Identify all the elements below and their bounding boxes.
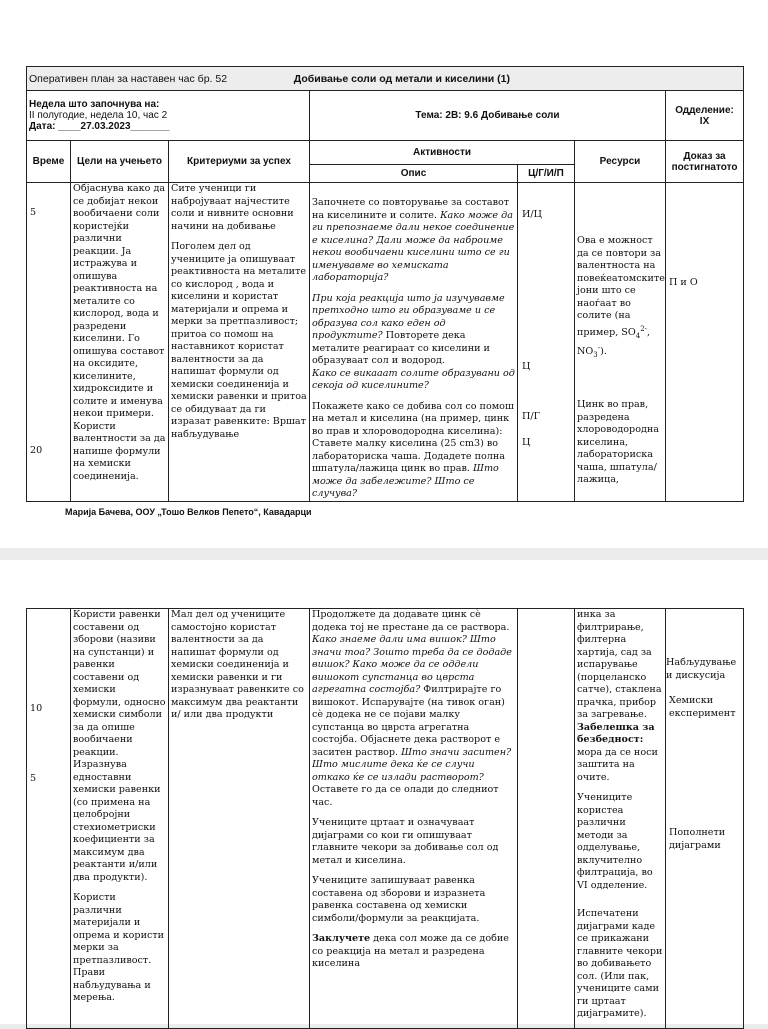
resources-note-close: ). (600, 346, 607, 358)
col-evidence-header: Доказ за постигнатото (666, 141, 744, 183)
d1-text-2: Филтрирајте го вишокот. Испарувајте (на тивок оган) сè додека не се појави малку супстанца во цврста агрегатна состојба. Објаснете дека растворот е заситен раствор. (312, 684, 505, 758)
criteria-cell (169, 183, 310, 502)
sulfate-subscript: 4 (635, 331, 641, 340)
col-time-header: Време (27, 141, 71, 183)
desc4-question: Што може да забележите? Што се случува? (312, 463, 499, 499)
criteria-cell-2: Мал дел од учениците самостојно користат валентности за да напишат формули од хемиски соединенија и хемиски равенки и ги изразнуваат равенките со максимум два реактанти и/ или два продукти (169, 609, 310, 1029)
d1-question-2: Што значи заситен? Што мислите дека ќе се случи откако ќе се излади растворот? (312, 746, 512, 783)
time-value-a: 5 (30, 207, 37, 218)
resources-cell (575, 183, 666, 502)
resources-2-paragraph-3: Испечатени дијаграми каде се прикажани главните чекори во добивањето сол. (Или пак, учениците сами ги цртаат дијаграмите). (577, 908, 663, 1019)
time-cell (27, 183, 71, 502)
date-label: Дата: (29, 121, 56, 132)
desc4-text: Покажете како се добива сол со помош на метал и киселина (на пример, цинк во прав и хлороводородна киселина): Ставете малку киселина (25 cm3) во лабораториска чаша. Додадете полна шпатула/лажица цинк во прав. (312, 400, 514, 474)
col-resources-header: Ресурси (575, 141, 666, 183)
conclude-label: Заклучете (312, 933, 371, 944)
description-cell-2 (310, 609, 518, 1029)
resources-2-paragraph-2: Учениците користеа различни методи за одделување, вклучително филтрација, во VI одделение. (577, 792, 653, 891)
desc2-question: При која реакција што ја изучувавме претходно што ги образуваме и се образува сол како еден од продуктите? (312, 292, 505, 341)
semester-week-text: II полугодие, недела 10, час 2 (29, 110, 168, 121)
date-value: ____27.03.2023_______ (55, 121, 170, 132)
cg-value-3: П/Г (522, 411, 540, 422)
nitrate-charge: - (597, 344, 601, 353)
nitrate-subscript: 3 (593, 351, 598, 360)
cg-cell-2 (518, 609, 575, 1029)
topic-cell: Тема: 2В: 9.6 Добивање соли (310, 91, 666, 141)
evidence-value-2: Хемиски експеримент (669, 695, 736, 719)
resources-note-text: Ова е можност да се повтори за валентноста на повеќеатомските јони што се наоѓаат во солите (на пример, SO (577, 235, 665, 338)
criteria-paragraph-2: Поголем дел од учениците ја опишуваат реактивноста на металите со кислород , вода и киселини и користат материјали и опрема и мерки за претпазливост; притоа со помош на наставникот користат валентности за да напишат формули од хемиски соединенија и хемиски равенки и притоа се обидуваат да ги изразат равенките: Вршат набљудување (171, 241, 307, 440)
description-2-paragraph-2: Оставете го да се олади до следниот час. (312, 784, 499, 808)
evidence-value-1: Набљудување и дискусија (666, 657, 737, 681)
col-description-header: Опис (310, 165, 518, 183)
cg-value-4: Ц (522, 437, 531, 448)
nitrate-text: , NO (577, 326, 651, 358)
lesson-plan-table-page-2 (26, 608, 744, 1029)
col-cg-header: Ц/Г/И/П (518, 165, 575, 183)
author-footer: Марија Бачева, ООУ „Тошо Велков Пепето“, Кавадарци (65, 507, 312, 517)
lesson-plan-table-page-1 (26, 66, 744, 502)
description-paragraph-1 (312, 197, 515, 285)
cg-value-1: И/Ц (522, 209, 542, 220)
desc2-text: Повторете дека металите реагираат со киселини и образуваат сол и водород. (312, 330, 490, 366)
safety-label: Забелешка за безбедност: (577, 721, 655, 745)
time-value-d: 5 (30, 773, 37, 784)
conclude-text: дека сол може да се добие со реакција на метал и разредена киселина (312, 933, 509, 969)
col-activities-header: Активности (310, 141, 575, 165)
goals-paragraph-2: Изразнува едноставни хемиски равенки (со примена на целоброjни стехиометриски коефициенти за максимум два реактанти и/или два продукти). (73, 759, 161, 883)
plan-number-label: Оперативен план за наставен час бр. 52 (29, 72, 228, 85)
grade-value: IX (699, 115, 710, 127)
resources-note (577, 235, 663, 362)
description-2-paragraph-4: Учениците запишуваат равенка составена од зборови и изразнета равенка составена од хемиски симболи/формули за реакцијата. (312, 875, 486, 924)
sulfate-charge: 2- (640, 324, 648, 333)
evidence-cell-2 (666, 609, 744, 1029)
evidence-value: П и О (669, 277, 698, 288)
plan-header-row (27, 67, 744, 91)
evidence-cell (666, 183, 744, 502)
description-2-paragraph-3: Учениците цртаат и означуваат дијаграми со кои ги опишуваат главните чекори за добивање сол од метал и киселина. (312, 817, 499, 866)
d1-text: Продолжете да додавате цинк сè додека тој не престане да се раствора. (312, 609, 510, 633)
time-value-b: 20 (30, 445, 43, 456)
time-value-c: 10 (30, 703, 43, 714)
cg-cell (518, 183, 575, 502)
description-2-paragraph-5 (312, 933, 515, 971)
desc1-question: Како може да ги препознаеме дали некое соединение е киселина? Дали може да наброиме некои вообичаени киселини што се ги именувавме во хемиската лабораторија? (312, 209, 515, 283)
page-gap (0, 548, 768, 560)
d1-question: Како знаеме дали има вишок? Што значи тоа? Зошто треба да се додаде вишок? Како може да се оддели вишокот супстанца во цврста агрегатна состојба? (312, 634, 512, 695)
criteria-paragraph-1: Сите ученици ги набројуваат најчестите соли и нивните основни начини на добивање (171, 183, 294, 232)
desc1-text: Започнете со повторување за составот на киселините и солите. (312, 197, 510, 221)
description-paragraph-3: Како се викааат солите образувани од секоја од киселините? (312, 367, 515, 391)
goals-cell-2 (71, 609, 169, 1029)
goals-paragraph-1: Користи равенки составени од зборови (називи на супстанци) и равенки составени од хемиски формули, односно хемиски симболи за да опише вообичаени реакции. (73, 609, 166, 758)
grade-label: Одделение: (675, 104, 734, 116)
safety-text: мора да се носи заштита на очите. (577, 746, 658, 783)
resources-2-paragraph-1: инка за филтрирање, филтерна хартија, сад за испарување (порцеланско сатче), стаклена прачка, прибор за загревање. (577, 609, 662, 720)
description-cell (310, 183, 518, 502)
resources-cell-2 (575, 609, 666, 1029)
goals-cell: Објаснува како да се добијат некои вообичаени соли користејќи различни реакции. Ја истражува и опишува реактивноста на металите со кислород, вода и разредени киселини. Го опишува составот на оксидите, киселините, хидроксидите и солите и именува некои примери. Користи валентности за да напише формули на хемиски соединенија. (71, 183, 169, 502)
evidence-value-3: Пополнети дијаграми (669, 827, 726, 851)
lesson-title: Добивање соли од метали и киселини (1) (293, 72, 510, 85)
description-2-paragraph-1 (312, 609, 515, 784)
goals-paragraph-3: Користи различни материјали и опрема и користи мерки за претпазливост. Прави набљудувања и мерења. (73, 892, 165, 1003)
resources-2-safety (577, 722, 663, 785)
col-criteria-header: Критериуми за успех (169, 141, 310, 183)
cg-value-2: Ц (522, 361, 531, 372)
description-paragraph-4 (312, 401, 515, 501)
week-start-label: Недела што започнува на: (29, 99, 160, 110)
grade-cell (666, 91, 744, 141)
week-info-cell (27, 91, 310, 141)
resources-materials: Цинк во прав, разредена хлороводородна киселина, лабораториска чаша, шпатула/лажица, (577, 399, 659, 485)
col-goals-header: Цели на учењето (71, 141, 169, 183)
description-paragraph-2 (312, 293, 515, 368)
time-cell-2 (27, 609, 71, 1029)
